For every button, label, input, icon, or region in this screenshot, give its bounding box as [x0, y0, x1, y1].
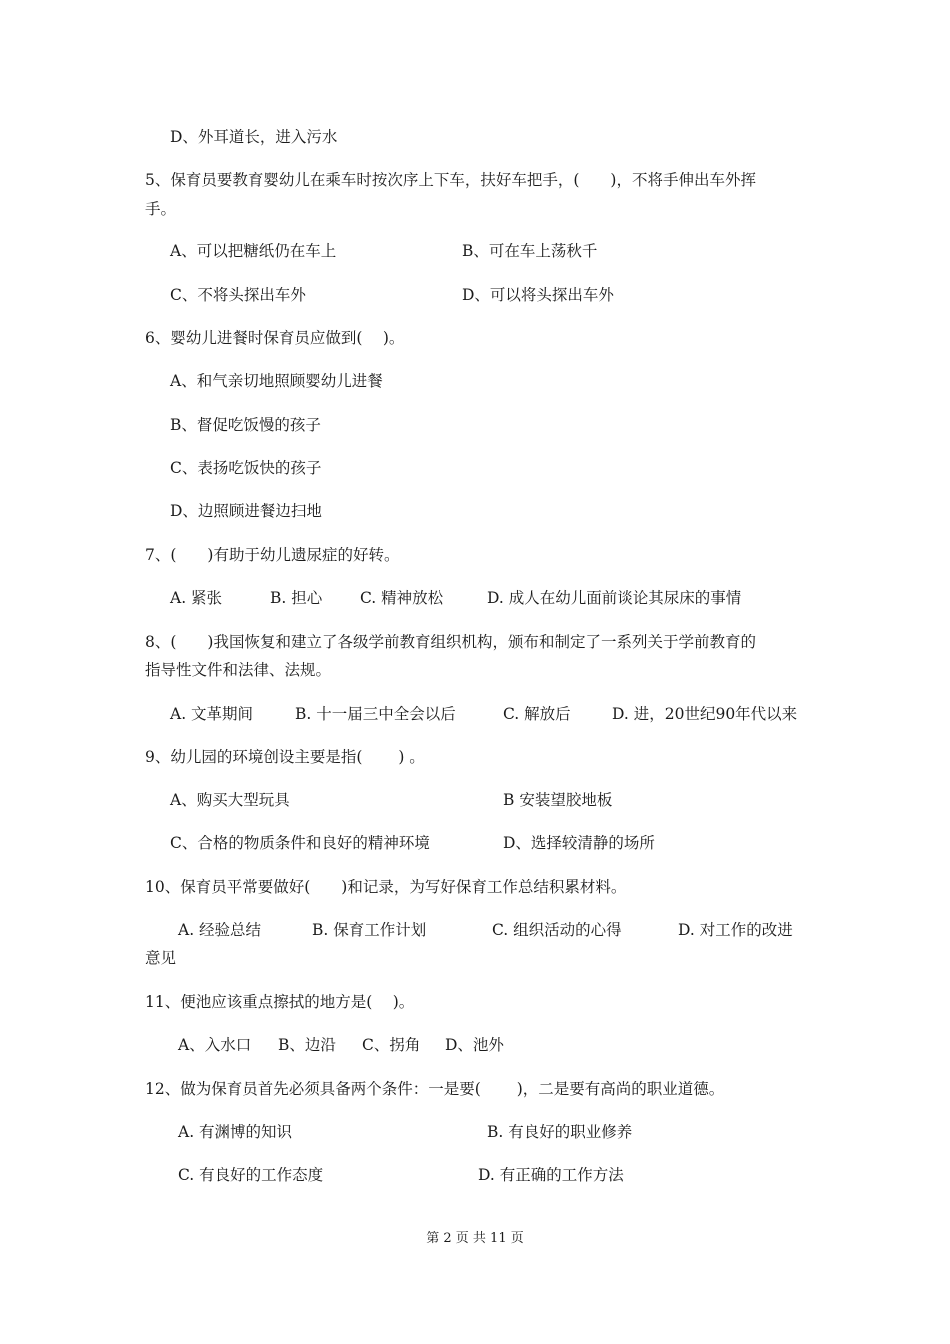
q6-option-a: A、和气亲切地照顾婴幼儿进餐	[170, 372, 383, 390]
q8-stem-text2: 指导性文件和法律、法规。	[145, 661, 332, 679]
page-footer	[0, 1230, 950, 1248]
q8-option-b: B. 十一届三中全会以后	[295, 705, 456, 723]
q12-option-b: B. 有良好的职业修养	[487, 1123, 633, 1141]
q8-option-a: A. 文革期间	[170, 705, 254, 723]
q9-option-d: D、选择较清静的场所	[503, 834, 655, 852]
q7-option-d: D. 成人在幼儿面前谈论其尿床的事情	[487, 589, 742, 607]
q9-option-b: B 安装望胶地板	[503, 791, 613, 809]
q9-stem: 9、幼儿园的环境创设主要是指( ) 。	[145, 748, 425, 766]
q12-stem: 12、做为保育员首先必须具备两个条件：一是要( )，二是要有高尚的职业道德。	[145, 1080, 725, 1098]
q12-option-d: D. 有正确的工作方法	[478, 1166, 624, 1184]
q8-stem-text1: 8、( )我国恢复和建立了各级学前教育组织机构，颁布和制定了一系列关于学前教育的	[145, 633, 756, 651]
q7-option-c: C. 精神放松	[360, 589, 444, 607]
q7-option-a: A. 紧张	[170, 589, 223, 607]
q5-stem-text2: 手。	[145, 200, 177, 218]
q12-option-a: A. 有渊博的知识	[178, 1123, 293, 1141]
q12-option-c: C. 有良好的工作态度	[178, 1166, 324, 1184]
q10-stem: 10、保育员平常要做好( )和记录，为写好保育工作总结积累材料。	[145, 878, 627, 896]
q4-option-d: D、外耳道长，进入污水	[170, 128, 338, 146]
q5-option-d: D、可以将头探出车外	[462, 286, 614, 304]
q9-option-a: A、购买大型玩具	[170, 791, 290, 809]
q6-stem: 6、婴幼儿进餐时保育员应做到( )。	[145, 329, 405, 347]
q8-option-c: C. 解放后	[503, 705, 571, 723]
q5-option-c: C、不将头探出车外	[170, 286, 306, 304]
q7-option-b: B. 担心	[270, 589, 323, 607]
q11-option-b: B、边沿	[278, 1036, 336, 1054]
q5-option-b: B、可在车上荡秋千	[462, 242, 598, 260]
page-number: 第 2 页 共 11 页	[426, 1231, 524, 1246]
q11-option-a: A、入水口	[178, 1036, 252, 1054]
q6-option-c: C、表扬吃饭快的孩子	[170, 459, 322, 477]
q5-stem-text1: 5、保育员要教育婴幼儿在乘车时按次序上下车，扶好车把手，( )，不将手伸出车外挥	[145, 171, 756, 189]
q10-option-c: C. 组织活动的心得	[492, 921, 622, 939]
q5-option-a: A、可以把糖纸仍在车上	[170, 242, 337, 260]
q6-option-d: D、边照顾进餐边扫地	[170, 502, 322, 520]
q11-stem: 11、便池应该重点擦拭的地方是( )。	[145, 993, 415, 1011]
q11-option-d: D、池外	[445, 1036, 504, 1054]
q10-option-d-cont: 意见	[145, 949, 177, 967]
q11-option-c: C、拐角	[362, 1036, 421, 1054]
q8-option-d: D. 进，20世纪90年代以来	[612, 705, 798, 723]
q10-option-b: B. 保育工作计划	[312, 921, 427, 939]
q7-stem: 7、( )有助于幼儿遗尿症的好转。	[145, 546, 400, 564]
q10-option-a: A. 经验总结	[178, 921, 262, 939]
q6-option-b: B、督促吃饭慢的孩子	[170, 416, 321, 434]
q9-option-c: C、合格的物质条件和良好的精神环境	[170, 834, 430, 852]
q10-option-d: D. 对工作的改进	[678, 921, 793, 939]
